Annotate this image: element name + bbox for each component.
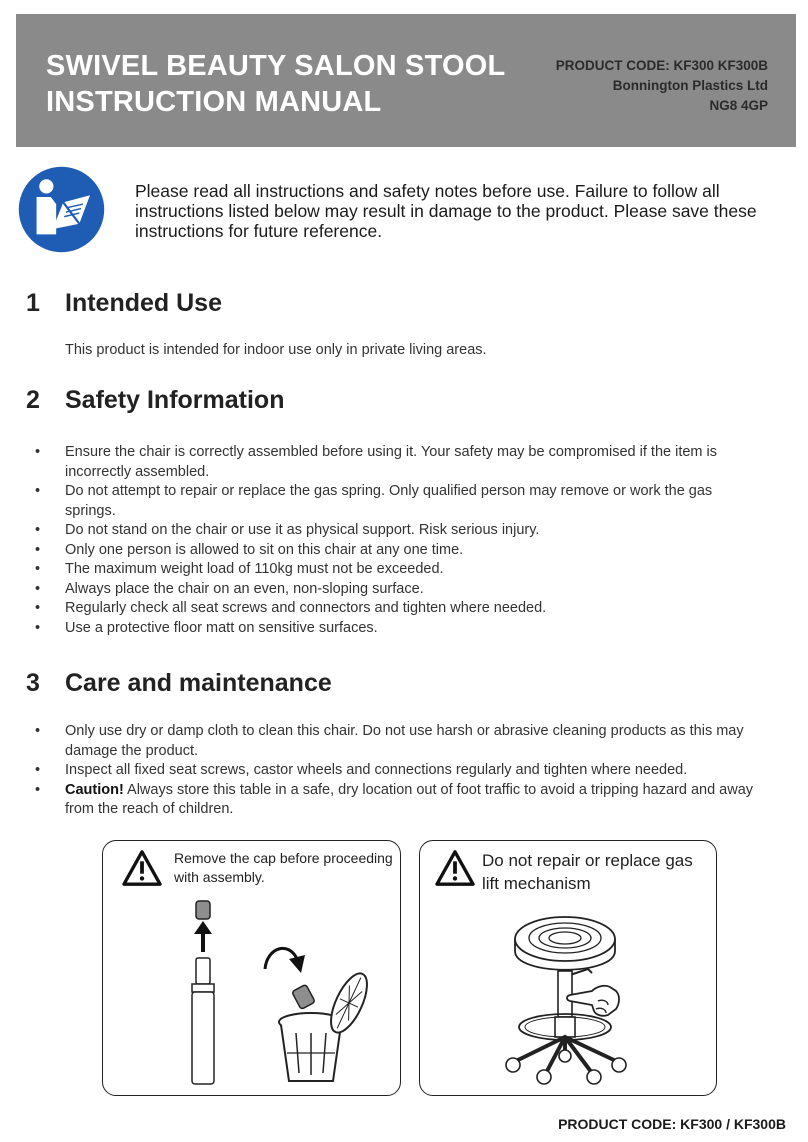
title-line-2: INSTRUCTION MANUAL <box>46 86 382 118</box>
gas-spring-cap <box>196 901 210 919</box>
footer-product-code: PRODUCT CODE: KF300 / KF300B <box>558 1116 786 1132</box>
list-item: • Do not attempt to repair or replace the gas spring. Only qualified person may remove or work the gas springs. <box>35 483 713 519</box>
section-heading-safety <box>26 386 284 415</box>
care-list <box>35 722 755 820</box>
company-name: Bonnington Plastics Ltd <box>612 78 768 93</box>
list-item: • Always place the chair on an even, non-sloping surface. <box>35 580 755 600</box>
list-item: • Regularly check all seat screws and connectors and tighten where needed. <box>35 599 755 619</box>
notice-text: Please read all instructions and safety notes before use. Failure to follow all instructions listed below may result in damage to the product. Please save these instructions for future reference. <box>135 181 757 241</box>
bullet-glyph: • <box>35 580 41 597</box>
bullet-glyph: • <box>35 781 41 798</box>
remove-cap-text: Remove the cap before proceeding with assembly. <box>174 850 393 885</box>
list-item: • Use a protective floor matt on sensitive surfaces. <box>35 619 755 639</box>
bullet-glyph: • <box>35 522 41 538</box>
document-title <box>46 48 505 120</box>
gas-spring <box>196 958 210 984</box>
list-item: • Caution! Always store this table in a safe, dry location out of foot traffic to avoid a tripping hazard and away from the reach of children. <box>35 781 754 817</box>
header-banner <box>16 14 796 147</box>
remove-cap-illustration <box>103 841 400 1095</box>
title-line-1: SWIVEL BEAUTY SALON STOOL <box>46 50 506 82</box>
product-code: PRODUCT CODE: KF300 KF300B <box>555 58 768 73</box>
remove-cap-panel <box>102 840 401 1096</box>
list-item: • Do not stand on the chair or use it as physical support. Risk serious injury. <box>35 521 755 541</box>
section-number: 1 <box>26 289 40 317</box>
pointing-hand-icon <box>567 986 619 1016</box>
salon-stool-illustration <box>420 841 716 1095</box>
caution-label: Caution! <box>65 781 124 798</box>
bullet-glyph: • <box>35 723 41 739</box>
list-item: • Only use dry or damp cloth to clean this chair. Do not use harsh or abrasive cleaning products as this may damage the product. <box>35 723 744 759</box>
list-item: • Only one person is allowed to sit on this chair at any one time. <box>35 541 755 561</box>
arrow-up-icon <box>194 921 212 934</box>
list-item: • Ensure the chair is correctly assembled before using it. Your safety may be compromised if the item is incorrectly assembled. <box>35 444 717 480</box>
section-title: Safety Information <box>65 386 285 414</box>
list-item: • The maximum weight load of 110kg must not be exceeded. <box>35 560 755 580</box>
section-number: 3 <box>26 669 40 697</box>
bullet-glyph: • <box>35 561 41 577</box>
bullet-glyph: • <box>35 619 41 636</box>
bullet-glyph: • <box>35 483 41 499</box>
section-heading-care <box>26 669 332 698</box>
gas-lift-warning-text: Do not repair or replace gas lift mechanism <box>482 851 693 893</box>
bullet-glyph: • <box>35 541 41 558</box>
bullet-glyph: • <box>35 762 41 778</box>
bullet-glyph: • <box>35 600 41 616</box>
section-number: 2 <box>26 386 40 414</box>
section-title: Intended Use <box>65 289 222 317</box>
header-meta <box>556 56 768 116</box>
section-heading-intended-use <box>26 289 222 318</box>
intended-use-text: This product is intended for indoor use only in private living areas. <box>65 342 487 358</box>
trash-bin-icon <box>279 969 374 1081</box>
read-manual-icon <box>17 165 106 254</box>
postcode: NG8 4GP <box>709 98 768 113</box>
safety-list <box>35 443 755 638</box>
gas-lift-warning-panel <box>419 840 717 1096</box>
section-title: Care and maintenance <box>65 669 332 697</box>
gas-lift <box>558 971 572 1017</box>
bullet-glyph: • <box>35 444 41 460</box>
list-item: • Inspect all fixed seat screws, castor wheels and connections regularly and tighten where needed. <box>35 761 755 781</box>
